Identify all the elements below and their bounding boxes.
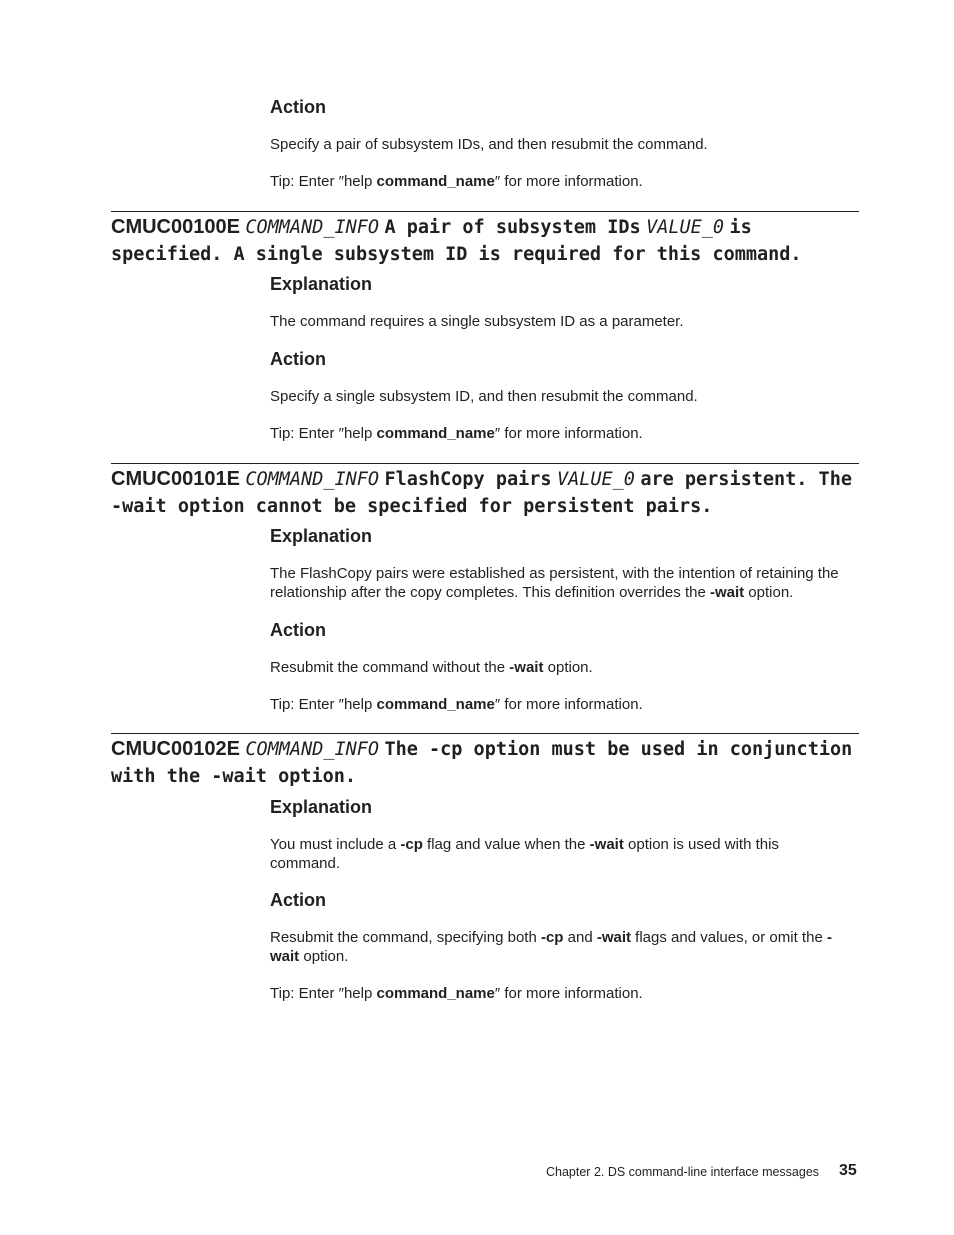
- tip-text: Tip: Enter ″help command_name″ for more information.: [270, 696, 643, 713]
- explanation-text: The command requires a single subsystem ID as a parameter.: [270, 313, 684, 330]
- section-divider: [111, 463, 859, 464]
- message-heading-cmuc00101e: CMUC00101E COMMAND_INFO FlashCopy pairs VALUE_0 are persistent. The -wait option cannot be specified for persistent pairs.: [111, 468, 852, 517]
- action-text: Resubmit the command, specifying both -cp and -wait flags and values, or omit the -wait option.: [270, 929, 832, 965]
- explanation-text: The FlashCopy pairs were established as persistent, with the intention of retaining the relationship after the copy completes. This definition overrides the -wait option.: [270, 565, 839, 601]
- section-divider: [111, 733, 859, 734]
- page-number: 35: [839, 1162, 857, 1179]
- action-heading: Action: [270, 620, 326, 640]
- message-heading-cmuc00102e: CMUC00102E COMMAND_INFO The -cp option must be used in conjunction with the -wait option.: [111, 738, 853, 787]
- action-text: Specify a single subsystem ID, and then resubmit the command.: [270, 388, 698, 405]
- section-divider: [111, 211, 859, 212]
- action-heading: Action: [270, 349, 326, 369]
- action-text: Resubmit the command without the -wait option.: [270, 659, 593, 676]
- tip-text: Tip: Enter ″help command_name″ for more information.: [270, 173, 643, 190]
- action-heading: Action: [270, 890, 326, 910]
- explanation-heading: Explanation: [270, 797, 373, 817]
- tip-text: Tip: Enter ″help command_name″ for more information.: [270, 985, 643, 1002]
- action-text: Specify a pair of subsystem IDs, and then resubmit the command.: [270, 136, 708, 153]
- message-heading-cmuc00100e: CMUC00100E COMMAND_INFO A pair of subsystem IDs VALUE_0 is specified. A single subsystem ID is required for this command.: [111, 216, 802, 265]
- tip-text: Tip: Enter ″help command_name″ for more information.: [270, 425, 643, 442]
- footer-chapter: Chapter 2. DS command-line interface messages: [546, 1165, 820, 1179]
- action-heading: Action: [270, 97, 326, 117]
- explanation-heading: Explanation: [270, 274, 373, 294]
- explanation-heading: Explanation: [270, 526, 373, 546]
- explanation-text: You must include a -cp flag and value when the -wait option is used with this command.: [270, 836, 779, 872]
